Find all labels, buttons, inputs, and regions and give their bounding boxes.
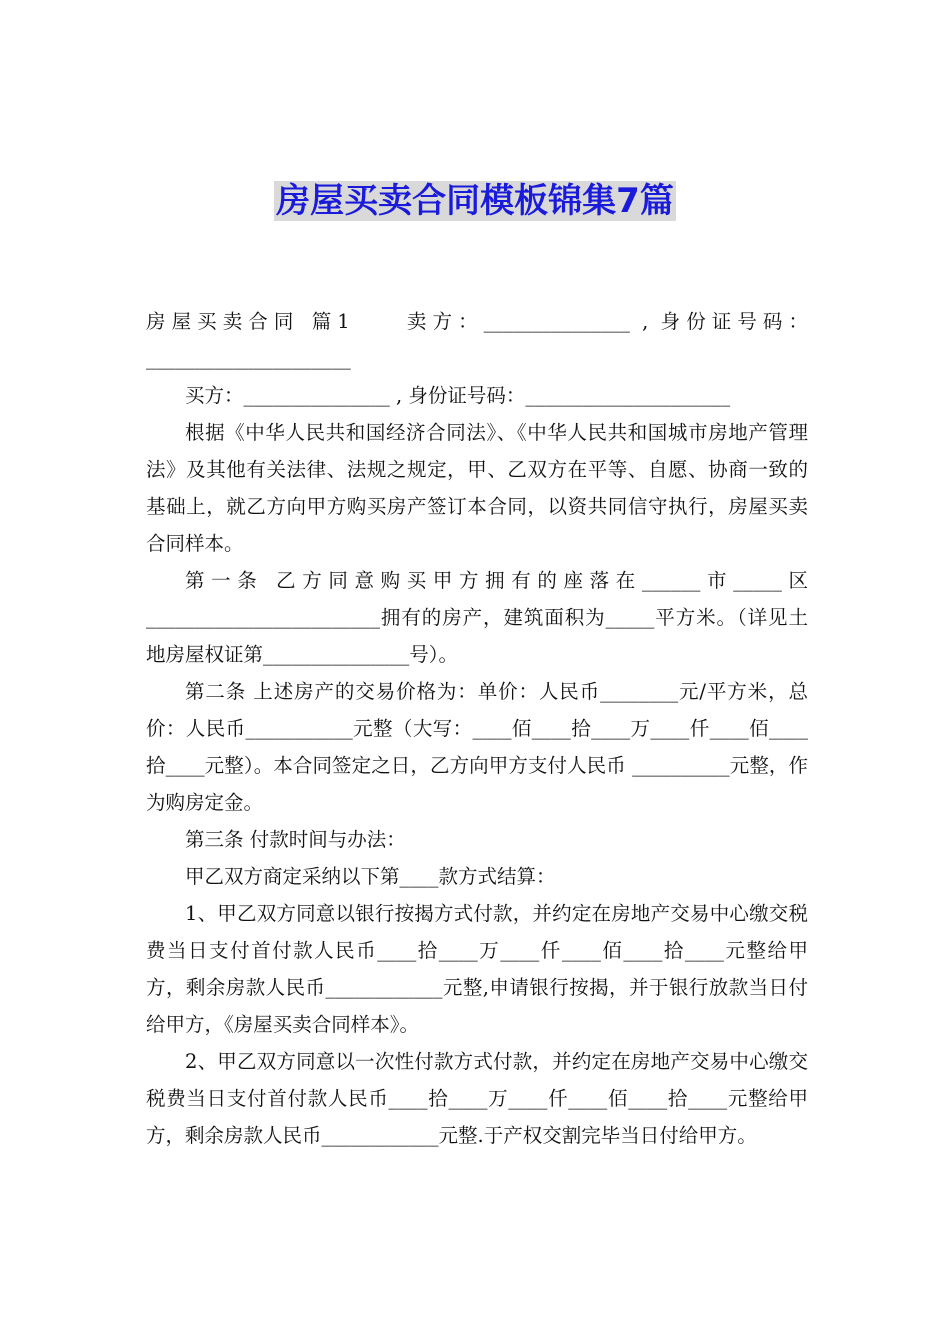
paragraph-basis: 根据《中华人民共和国经济合同法》、《中华人民共和国城市房地产管理法》及其他有关法律、法规之规定，甲、乙双方在平等、自愿、协商一致的基础上，就乙方向甲方购买房产签订本合同，以资共同信守执行，房屋买卖合同样本。 — [146, 421, 808, 555]
paragraph-option-2: 2、甲乙双方同意以一次性付款方式付款，并约定在房地产交易中心缴交税费当日支付首付款人民币____拾____万____仟____佰____拾____元整给甲方，剩余房款人民币____________元整.于产权交割完毕当日付给甲方。 — [146, 1050, 808, 1147]
paragraph-seller: 房屋买卖合同 篇1 卖方：_______________ , 身份证号码：_____________________ — [146, 310, 808, 370]
document-title — [0, 175, 950, 227]
paragraph-article-2: 第二条 上述房产的交易价格为：单价：人民币________元/平方米，总价：人民币___________元整（大写：____佰____拾____万____仟____佰____拾____元整）。本合同签定之日，乙方向甲方支付人民币 __________元整，作为购房定金。 — [146, 680, 808, 814]
paragraph-article-3: 第三条 付款时间与办法： — [185, 828, 406, 851]
title-text: 房屋买卖合同模板锦集7篇 — [276, 181, 674, 221]
paragraph-buyer: 买方：_______________ , 身份证号码：_____________________ — [185, 384, 731, 407]
paragraph-option-1: 1、甲乙双方同意以银行按揭方式付款，并约定在房地产交易中心缴交税费当日支付首付款人民币____拾____万____仟____佰____拾____元整给甲方，剩余房款人民币____________元整,申请银行按揭，并于银行放款当日付给甲方，《房屋买卖合同样本》。 — [146, 902, 808, 1036]
paragraph-settlement: 甲乙双方商定采纳以下第____款方式结算： — [185, 865, 556, 888]
document-body — [146, 303, 808, 1154]
paragraph-article-1: 第一条 乙方同意购买甲方拥有的座落在______市_____区________________________拥有的房产，建筑面积为_____平方米。（详见土地房屋权证第_______________号）。 — [146, 569, 808, 666]
